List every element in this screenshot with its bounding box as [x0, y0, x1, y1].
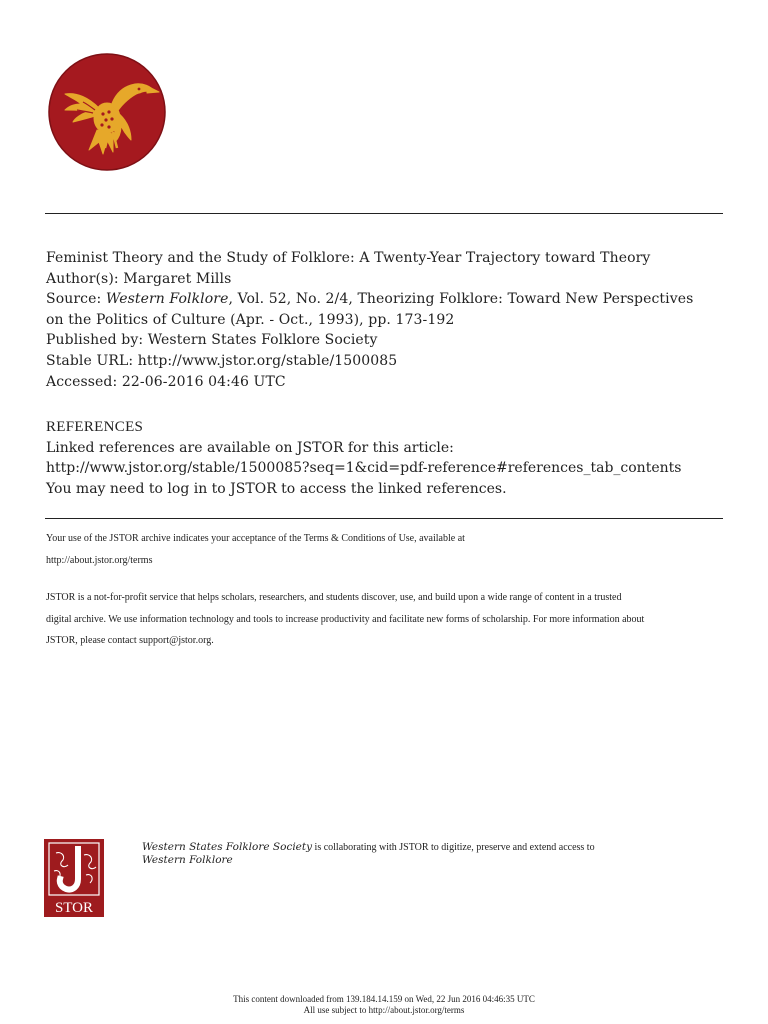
- terms-link[interactable]: http://about.jstor.org/terms: [46, 554, 153, 566]
- footer-download-info: This content downloaded from 139.184.14.159 on Wed, 22 Jun 2016 04:46:35 UTC: [233, 994, 535, 1004]
- collaboration-notice: [142, 841, 732, 867]
- source-label: Source:: [46, 291, 102, 308]
- references-heading: REFERENCES: [46, 419, 144, 435]
- citation-block: [46, 248, 736, 392]
- stable-url-label: Stable URL:: [46, 352, 134, 369]
- publisher-label: Published by:: [46, 332, 144, 349]
- stable-url-line: [46, 351, 736, 372]
- references-block: [46, 417, 746, 499]
- author-line: [46, 269, 736, 290]
- download-footer: [0, 994, 768, 1016]
- source-details: , Vol. 52, No. 2/4, Theorizing Folklore: Toward New Perspectives: [228, 291, 694, 308]
- collaboration-journal: Western Folklore: [142, 854, 233, 866]
- footer-terms: All use subject to http://about.jstor.org/terms: [303, 1005, 465, 1015]
- accessed-label: Accessed:: [46, 373, 118, 390]
- collaboration-line-1: [142, 841, 732, 854]
- accessed-line: [46, 372, 736, 393]
- source-line: [46, 289, 736, 310]
- middle-divider: [45, 518, 723, 519]
- source-details-continued: on the Politics of Culture (Apr. - Oct., 1993), pp. 173-192: [46, 311, 455, 328]
- terms-block: [46, 528, 736, 652]
- accessed-date: 22-06-2016 04:46 UTC: [121, 373, 286, 390]
- author-name: Margaret Mills: [123, 270, 232, 287]
- society-name: Western States Folklore Society: [142, 841, 313, 853]
- folklore-bird-seal-icon: [47, 52, 167, 172]
- jstor-about-line-1: JSTOR is a not-for-profit service that helps scholars, researchers, and students discover, use, and build upon a wide range of content in a trusted: [46, 592, 622, 603]
- publisher-line: [46, 330, 736, 351]
- jstor-logo-icon: [44, 839, 104, 917]
- jstor-logo-text: STOR: [54, 900, 94, 916]
- jstor-about-line-2: digital archive. We use information technology and tools to increase productivity and facilitate new forms of scholarship. For more information about: [46, 613, 645, 625]
- article-title: Feminist Theory and the Study of Folklore: A Twenty-Year Trajectory toward Theory: [46, 250, 651, 266]
- author-label: Author(s):: [46, 270, 119, 287]
- terms-acceptance: Your use of the JSTOR archive indicates your acceptance of the Terms & Conditions of Use, available at: [46, 533, 465, 544]
- stable-url-link[interactable]: http://www.jstor.org/stable/1500085: [137, 352, 398, 369]
- collaboration-text: is collaborating with JSTOR to digitize, preserve and extend access to: [312, 842, 595, 853]
- references-link[interactable]: http://www.jstor.org/stable/1500085?seq=1&cid=pdf-reference#references_tab_contents: [46, 460, 682, 477]
- references-login-note: You may need to log in to JSTOR to access the linked references.: [46, 480, 507, 497]
- publisher-name: Western States Folklore Society: [147, 332, 378, 349]
- references-intro: Linked references are available on JSTOR for this article:: [46, 439, 454, 456]
- top-divider: [45, 213, 723, 214]
- journal-name: Western Folklore: [105, 291, 229, 308]
- jstor-about-line-3: JSTOR, please contact support@jstor.org.: [46, 635, 214, 646]
